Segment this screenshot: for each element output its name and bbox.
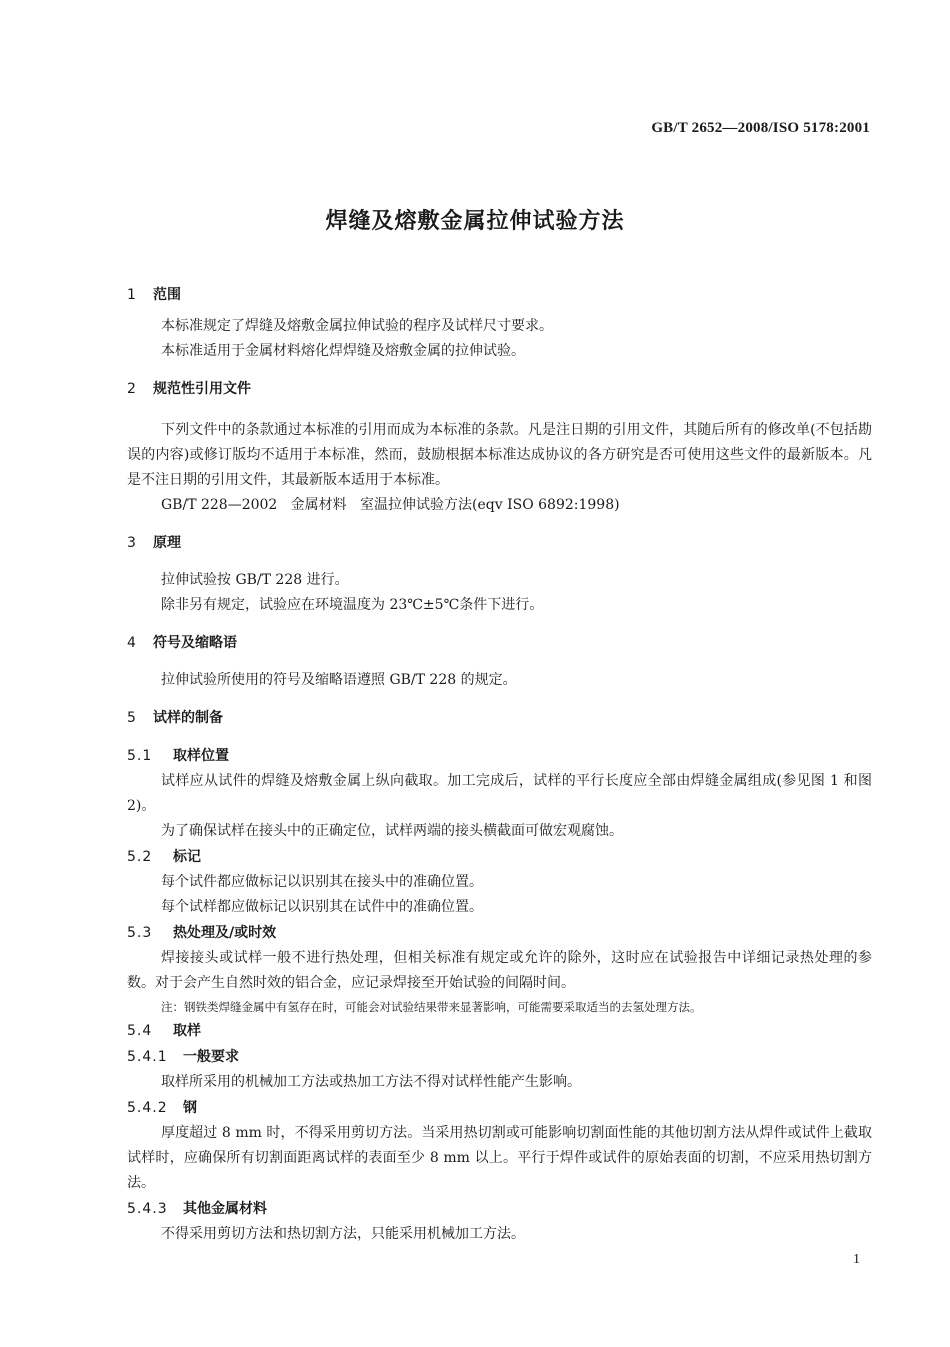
section-title: 钢 (183, 1100, 197, 1116)
paragraph: 厚度超过 8 mm 时，不得采用剪切方法。当采用热切割或可能影响切割面性能的其他切割方法从焊件或试件上截取试样时，应确保所有切割面距离试样的表面至少 8 mm 以上。平行于焊件或试件的原始表面的切割，不应采用热切割方法。 (127, 1125, 872, 1191)
section-title: 范围 (153, 287, 181, 303)
section-5-heading (127, 705, 872, 731)
paragraph: 试样应从试件的焊缝及熔敷金属上纵向截取。加工完成后，试样的平行长度应全部由焊缝金属组成(参见图 1 和图 2)。 (127, 773, 872, 814)
section-number: 5.3 (127, 925, 153, 941)
paragraph: 取样所采用的机械加工方法或热加工方法不得对试样性能产生影响。 (161, 1074, 581, 1090)
section-4-heading (127, 630, 872, 656)
paragraph: 下列文件中的条款通过本标准的引用而成为本标准的条款。凡是注日期的引用文件，其随后所有的修改单(不包括勘误的内容)或修订版均不适用于本标准，然而，鼓励根据本标准达成协议的各方研究是否可使用这些文件的最新版本。凡是不注日期的引用文件，其最新版本适用于本标准。 (127, 422, 872, 488)
section-number: 5.4.1 (127, 1049, 168, 1065)
section-number: 5.4.2 (127, 1100, 168, 1116)
section-number: 5.4.3 (127, 1201, 168, 1217)
document-body (127, 282, 872, 1247)
section-5-2-heading (127, 844, 872, 870)
paragraph: 每个试样都应做标记以识别其在试件中的准确位置。 (161, 899, 483, 915)
paragraph: 本标准适用于金属材料熔化焊焊缝及熔敷金属的拉伸试验。 (161, 343, 525, 359)
note: 注：钢铁类焊缝金属中有氢存在时，可能会对试验结果带来显著影响，可能需要采取适当的去氢处理方法。 (161, 1000, 702, 1014)
section-1-heading (127, 282, 872, 308)
section-title: 标记 (173, 849, 201, 865)
paragraph: 拉伸试验所使用的符号及缩略语遵照 GB/T 228 的规定。 (161, 672, 517, 688)
section-title: 取样位置 (173, 748, 229, 764)
paragraph: 每个试件都应做标记以识别其在接头中的准确位置。 (161, 874, 483, 890)
paragraph: 为了确保试样在接头中的正确定位，试样两端的接头横截面可做宏观腐蚀。 (161, 823, 623, 839)
section-5-3-heading (127, 920, 872, 946)
normative-reference: GB/T 228—2002 金属材料 室温拉伸试验方法(eqv ISO 6892:1998) (161, 497, 620, 513)
section-5-4-1-heading (127, 1044, 872, 1070)
section-5-4-heading (127, 1018, 872, 1044)
section-number: 4 (127, 635, 136, 651)
paragraph: 不得采用剪切方法和热切割方法，只能采用机械加工方法。 (161, 1226, 525, 1242)
section-number: 2 (127, 381, 136, 397)
section-title: 试样的制备 (153, 710, 223, 726)
section-number: 5.1 (127, 748, 153, 764)
section-title: 其他金属材料 (183, 1201, 267, 1217)
paragraph: 焊接接头或试样一般不进行热处理，但相关标准有规定或允许的除外，这时应在试验报告中详细记录热处理的参数。对于会产生自然时效的铝合金，应记录焊接至开始试验的间隔时间。 (127, 950, 872, 991)
paragraph: 拉伸试验按 GB/T 228 进行。 (161, 572, 349, 588)
section-number: 5.2 (127, 849, 153, 865)
section-5-4-2-heading (127, 1095, 872, 1121)
section-number: 3 (127, 535, 136, 551)
section-number: 5.4 (127, 1023, 153, 1039)
section-title: 符号及缩略语 (153, 635, 237, 651)
section-5-1-heading (127, 743, 872, 769)
section-number: 1 (127, 287, 136, 303)
paragraph: 本标准规定了焊缝及熔敷金属拉伸试验的程序及试样尺寸要求。 (161, 318, 553, 334)
section-number: 5 (127, 710, 136, 726)
document-title: 焊缝及熔敷金属拉伸试验方法 (325, 209, 625, 234)
section-title: 原理 (153, 535, 181, 551)
section-3-heading (127, 530, 872, 556)
section-title: 一般要求 (183, 1049, 239, 1065)
standard-code: GB/T 2652—2008/ISO 5178:2001 (651, 120, 870, 136)
paragraph: 除非另有规定，试验应在环境温度为 23℃±5℃条件下进行。 (161, 597, 544, 613)
page-number: 1 (853, 1252, 860, 1267)
section-title: 热处理及/或时效 (173, 925, 277, 941)
section-title: 规范性引用文件 (153, 381, 251, 397)
section-2-heading (127, 376, 872, 402)
section-5-4-3-heading (127, 1196, 872, 1222)
section-title: 取样 (173, 1023, 201, 1039)
